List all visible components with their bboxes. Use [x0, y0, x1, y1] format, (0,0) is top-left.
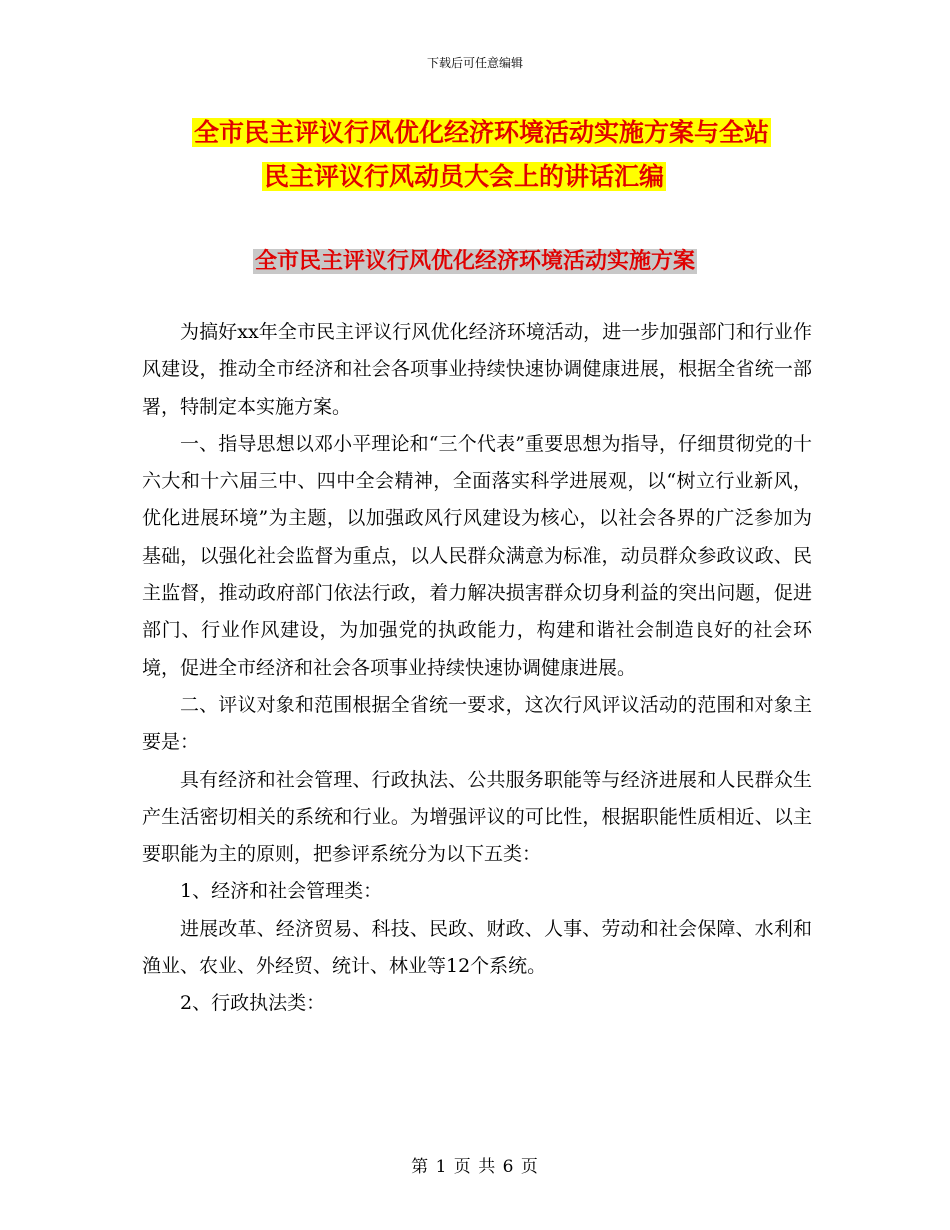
title-line-1: 全市民主评议行风优化经济环境活动实施方案与全站	[194, 118, 770, 147]
paragraph-category-1-heading: 1、经济和社会管理类：	[180, 880, 383, 903]
paragraph-scope-detail: 具有经济和社会管理、行政执法、公共服务职能等与经济进展和人民群众生产生活密切相关的系统和行业。为增强评议的可比性，根据职能性质相近、以主要职能为主的原则，把参评系统分为以下五类：	[142, 768, 812, 866]
paragraph-scope-heading: 二、评议对象和范围根据全省统一要求，这次行风评议活动的范围和对象主要是：	[142, 693, 812, 754]
page-footer: 第 1 页 共 6 页	[411, 1157, 539, 1177]
paragraph-category-1-detail: 进展改革、经济贸易、科技、民政、财政、人事、劳动和社会保障、水利和渔业、农业、外经贸、统计、林业等12个系统。	[142, 917, 812, 978]
paragraph-intro: 为搞好xx年全市民主评议行风优化经济环境活动，进一步加强部门和行业作风建设，推动全市经济和社会各项事业持续快速协调健康进展，根据全省统一部署，特制定本实施方案。	[142, 321, 812, 418]
title-line-2: 民主评议行风动员大会上的讲话汇编	[264, 162, 665, 191]
section-title: 全市民主评议行风优化经济环境活动实施方案	[254, 249, 695, 274]
paragraph-category-2-heading: 2、行政执法类：	[180, 992, 326, 1015]
header-note: 下载后可任意编辑	[426, 56, 523, 70]
body-text	[142, 314, 812, 1023]
paragraph-guiding-ideology: 一、指导思想以邓小平理论和“三个代表”重要思想为指导，仔细贯彻党的十六大和十六届三中、四中全会精神，全面落实科学进展观，以“树立行业新风，优化进展环境”为主题，以加强政风行风建设为核心，以社会各界的广泛参加为基础，以强化社会监督为重点，以人民群众满意为标准，动员群众参政议政、民主监督，推动政府部门依法行政，着力解决损害群众切身利益的突出问题，促进部门、行业作风建设，为加强党的执政能力，构建和谐社会制造良好的社会环境，促进全市经济和社会各项事业持续快速协调健康进展。	[142, 432, 812, 679]
